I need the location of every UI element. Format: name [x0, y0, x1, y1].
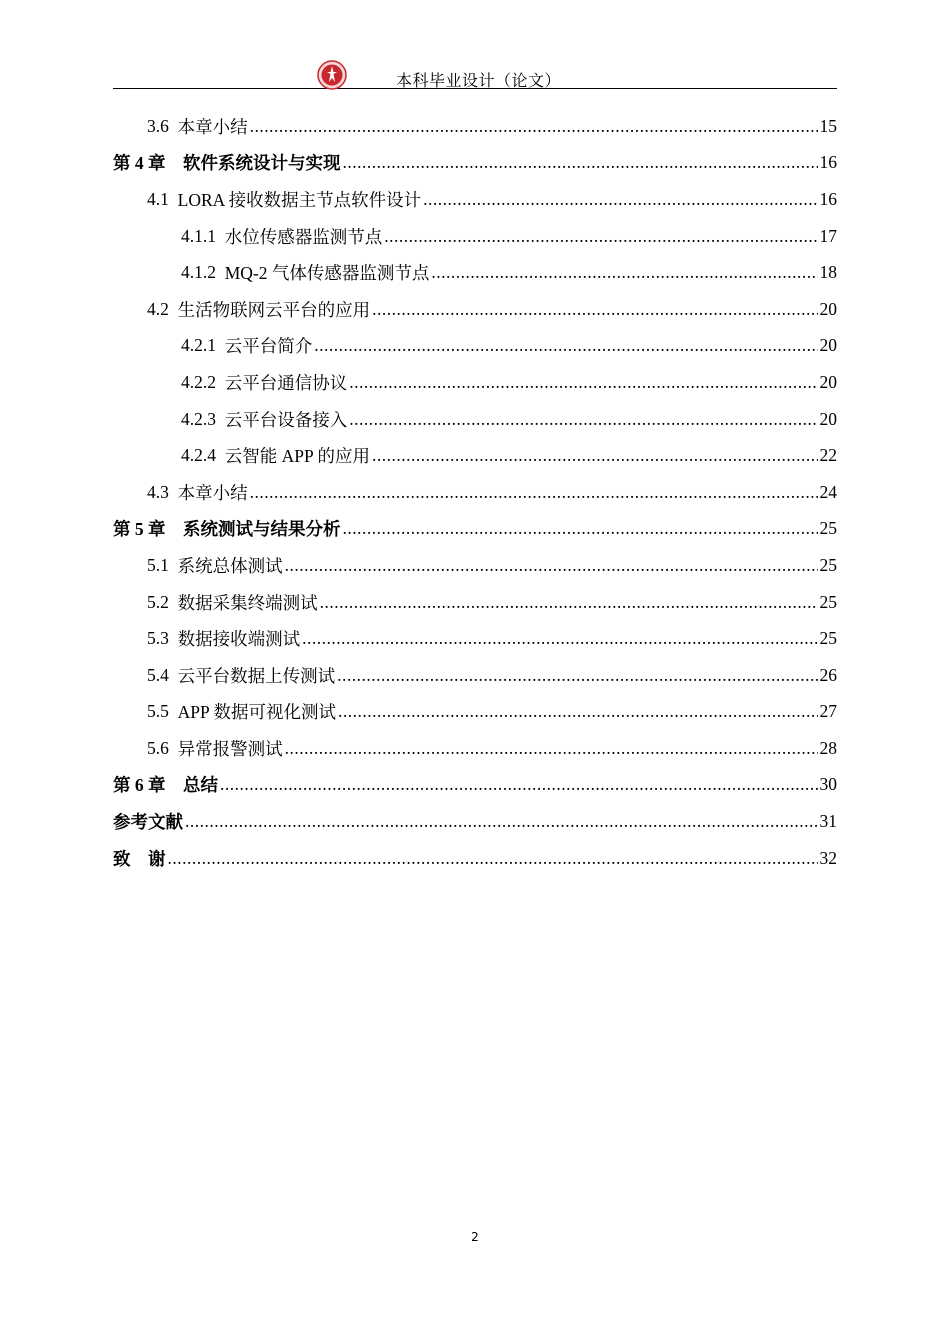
- toc-entry[interactable]: [113, 840, 837, 877]
- toc-entry-title: 致 谢: [113, 848, 166, 869]
- toc-entry-number: 4.3: [147, 481, 178, 502]
- toc-entry-page: 17: [819, 225, 837, 246]
- toc-entry-number: 5.2: [147, 591, 178, 612]
- toc-dot-leader: [302, 628, 817, 649]
- toc-entry-page: 25: [819, 554, 837, 575]
- toc-entry-number: 4.2.3: [181, 408, 225, 429]
- toc-entry-title: 系统测试与结果分析: [183, 519, 341, 540]
- toc-entry-page: 20: [819, 371, 837, 392]
- toc-entry-number: 4.1: [147, 188, 178, 209]
- toc-entry-title: 云平台简介: [224, 336, 313, 357]
- toc-entry[interactable]: [113, 730, 837, 767]
- header-title: 本科毕业设计（论文）: [396, 71, 562, 90]
- toc-entry-number: 3.6: [147, 115, 178, 136]
- toc-entry-page: 25: [819, 591, 837, 612]
- page-header: [113, 58, 837, 89]
- toc-entry[interactable]: [113, 145, 837, 182]
- page-number: 2: [471, 1230, 479, 1244]
- toc-dot-leader: [320, 592, 818, 613]
- toc-entry-number: 第 4 章: [113, 153, 183, 174]
- table-of-contents: [113, 108, 837, 876]
- toc-entry-page: 18: [819, 262, 837, 283]
- toc-entry-title: 总结: [183, 775, 218, 796]
- toc-entry[interactable]: [113, 803, 837, 840]
- toc-entry-title: 本章小结: [177, 482, 248, 503]
- toc-entry[interactable]: [113, 218, 837, 255]
- toc-entry-number: 5.3: [147, 628, 178, 649]
- toc-entry-title: APP 数据可视化测试: [177, 702, 336, 723]
- toc-dot-leader: [285, 738, 818, 759]
- toc-entry-page: 20: [819, 408, 837, 429]
- toc-entry-page: 32: [819, 847, 837, 868]
- toc-entry[interactable]: [113, 254, 837, 291]
- toc-entry-number: 4.2.2: [181, 371, 225, 392]
- toc-entry[interactable]: [113, 437, 837, 474]
- toc-entry-page: 16: [819, 152, 837, 173]
- toc-entry-page: 25: [819, 628, 837, 649]
- toc-dot-leader: [349, 409, 817, 430]
- toc-entry-page: 20: [819, 298, 837, 319]
- toc-dot-leader: [372, 445, 818, 466]
- toc-entry-title: MQ-2 气体传感器监测节点: [224, 263, 430, 284]
- toc-entry-title: 云平台数据上传测试: [177, 665, 336, 686]
- toc-dot-leader: [168, 848, 818, 869]
- toc-entry-title: 系统总体测试: [177, 555, 283, 576]
- toc-dot-leader: [250, 116, 818, 137]
- toc-dot-leader: [314, 335, 817, 356]
- toc-entry-page: 20: [819, 335, 837, 356]
- toc-dot-leader: [372, 299, 817, 320]
- toc-entry-page: 31: [819, 811, 837, 832]
- toc-entry-title: 数据接收端测试: [177, 629, 301, 650]
- toc-entry-number: 4.1.1: [181, 225, 225, 246]
- university-emblem-icon: [317, 60, 347, 90]
- toc-dot-leader: [384, 226, 817, 247]
- toc-entry-number: 4.2: [147, 298, 178, 319]
- toc-entry-page: 15: [819, 115, 837, 136]
- toc-entry-title: 云平台通信协议: [224, 372, 348, 393]
- toc-entry[interactable]: [113, 511, 837, 548]
- toc-entry-title: 参考文献: [113, 812, 183, 833]
- toc-entry-title: LORA 接收数据主节点软件设计: [177, 189, 422, 210]
- toc-entry[interactable]: [113, 547, 837, 584]
- toc-dot-leader: [337, 665, 817, 686]
- toc-dot-leader: [285, 555, 818, 576]
- toc-entry-number: 4.2.4: [181, 445, 225, 466]
- toc-entry-number: 5.5: [147, 701, 178, 722]
- toc-entry-title: 本章小结: [177, 116, 248, 137]
- toc-entry[interactable]: [113, 620, 837, 657]
- toc-entry[interactable]: [113, 291, 837, 328]
- toc-entry-page: 16: [819, 188, 837, 209]
- toc-entry-page: 24: [819, 481, 837, 502]
- toc-entry-page: 26: [819, 664, 837, 685]
- toc-dot-leader: [338, 701, 818, 722]
- toc-entry[interactable]: [113, 108, 837, 145]
- toc-entry[interactable]: [113, 401, 837, 438]
- toc-dot-leader: [431, 262, 817, 283]
- toc-dot-leader: [250, 482, 818, 503]
- toc-entry-number: 第 6 章: [113, 775, 183, 796]
- toc-entry-title: 数据采集终端测试: [177, 592, 318, 613]
- toc-entry[interactable]: [113, 181, 837, 218]
- toc-dot-leader: [220, 774, 818, 795]
- toc-entry-title: 生活物联网云平台的应用: [177, 299, 371, 320]
- toc-entry[interactable]: [113, 364, 837, 401]
- toc-entry-page: 30: [819, 774, 837, 795]
- toc-entry-page: 27: [819, 701, 837, 722]
- toc-entry[interactable]: [113, 767, 837, 804]
- toc-entry-number: 4.2.1: [181, 335, 225, 356]
- toc-entry-number: 第 5 章: [113, 519, 183, 540]
- toc-entry-number: 5.4: [147, 664, 178, 685]
- toc-entry-title: 异常报警测试: [177, 738, 283, 759]
- toc-dot-leader: [343, 518, 818, 539]
- toc-entry-number: 5.1: [147, 554, 178, 575]
- toc-entry[interactable]: [113, 474, 837, 511]
- toc-dot-leader: [423, 189, 817, 210]
- toc-entry-title: 水位传感器监测节点: [224, 226, 383, 247]
- toc-entry-title: 软件系统设计与实现: [183, 153, 341, 174]
- toc-entry-number: 4.1.2: [181, 262, 225, 283]
- toc-dot-leader: [185, 811, 818, 832]
- toc-entry-title: 云智能 APP 的应用: [224, 446, 370, 467]
- toc-entry[interactable]: [113, 584, 837, 621]
- toc-dot-leader: [343, 152, 818, 173]
- toc-entry-page: 25: [819, 518, 837, 539]
- toc-entry-title: 云平台设备接入: [224, 409, 348, 430]
- toc-entry-page: 28: [819, 737, 837, 758]
- toc-entry[interactable]: [113, 694, 837, 731]
- toc-dot-leader: [349, 372, 817, 393]
- toc-entry[interactable]: [113, 328, 837, 365]
- toc-entry[interactable]: [113, 657, 837, 694]
- toc-entry-number: 5.6: [147, 737, 178, 758]
- toc-entry-page: 22: [819, 445, 837, 466]
